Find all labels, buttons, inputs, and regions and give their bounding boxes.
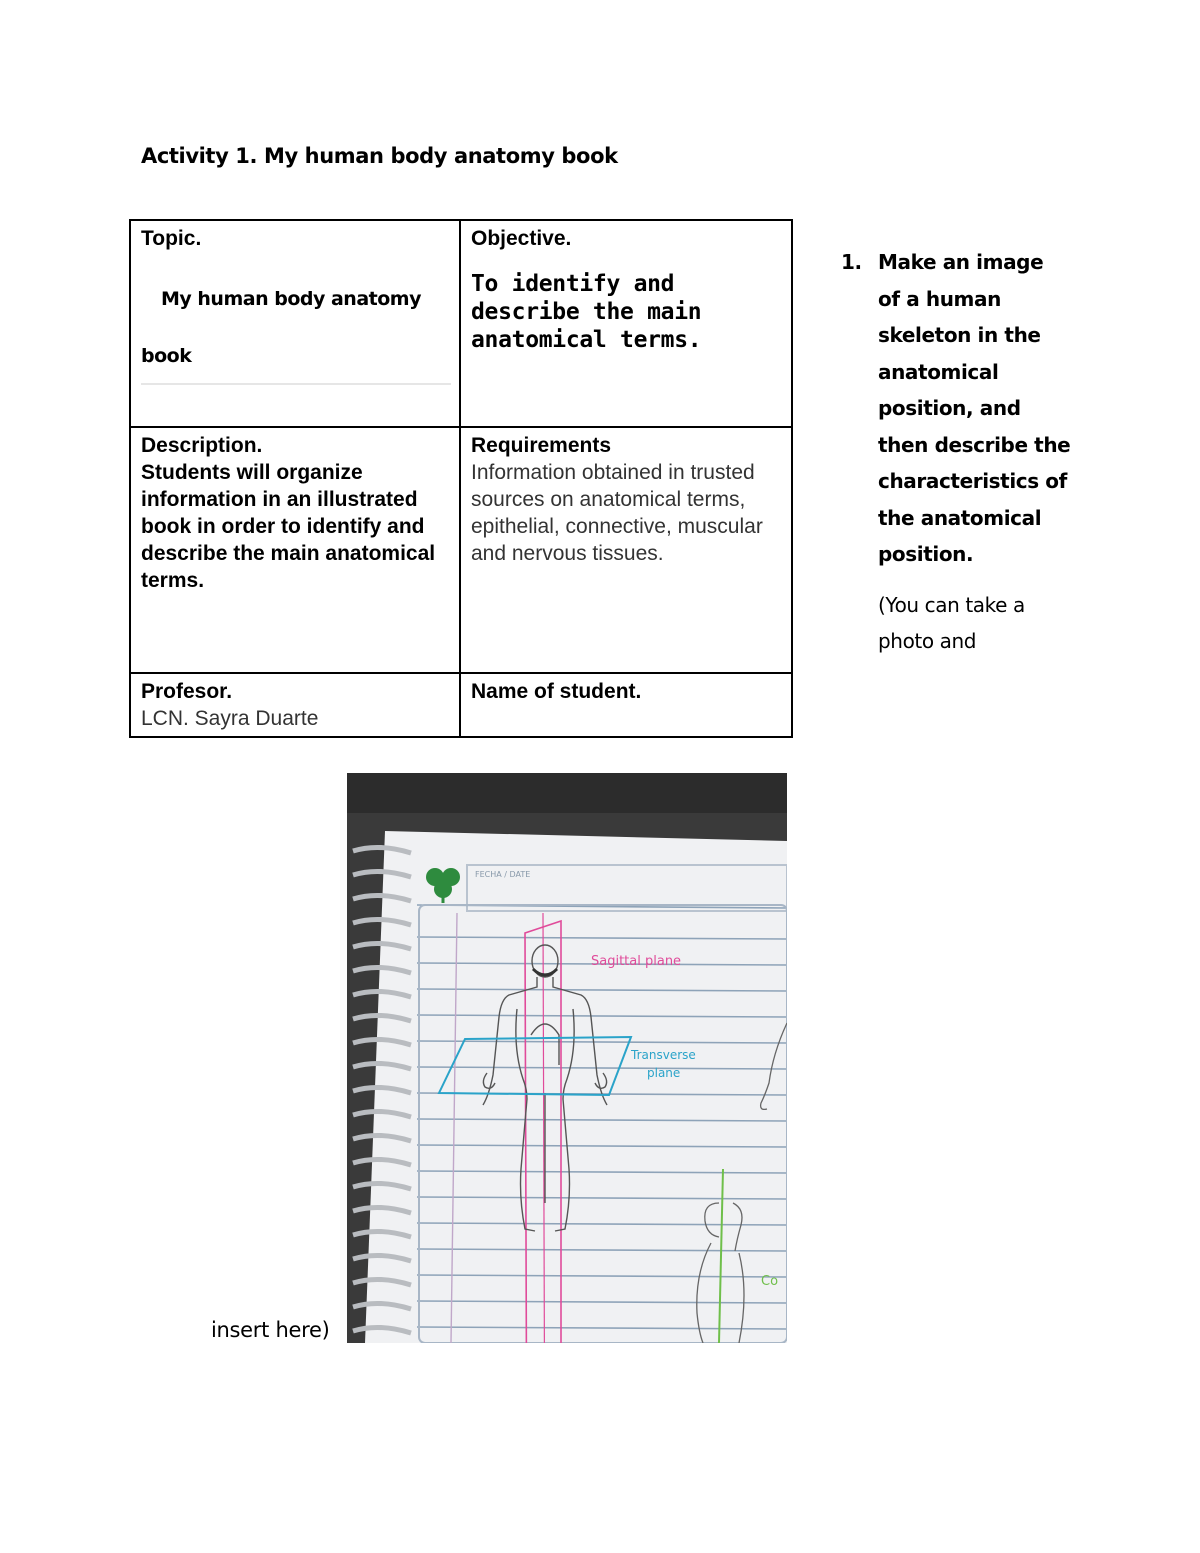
professor-name: LCN. Sayra Duarte: [141, 707, 319, 730]
description-cell: [130, 427, 460, 673]
date-label: FECHA / DATE: [475, 870, 531, 879]
instruction-number: 1.: [841, 250, 862, 274]
description-label: Description.: [141, 434, 263, 457]
description-text: Students will organize information in an illustrated book in order to identify and describe the main anatomical terms.: [141, 461, 436, 592]
sagittal-plane-label: Sagittal plane: [591, 954, 682, 969]
objective-text: To identify and describe the main anatomical terms.: [471, 271, 702, 353]
requirements-label: Requirements: [471, 434, 612, 457]
topic-divider: [141, 383, 451, 385]
objective-label: Objective.: [471, 227, 572, 250]
topic-value-line1: My human body anatomy: [161, 288, 421, 310]
topic-value-line2: book: [141, 345, 192, 367]
document-title: Activity 1. My human body anatomy book: [141, 144, 618, 168]
professor-cell: [130, 673, 460, 737]
topic-cell: [130, 220, 460, 427]
topic-label: Topic.: [141, 227, 202, 250]
instruction-note: (You can take a photo and: [878, 592, 1025, 653]
objective-cell: [460, 220, 792, 427]
instruction-text: Make an image of a human skeleton in the anatomical position, and then describe the characteristics of the anatomical position.: [878, 250, 1071, 566]
professor-label: Profesor.: [141, 680, 233, 703]
notebook-photo: [347, 773, 787, 1343]
activity-info-table: [129, 219, 793, 738]
coronal-plane-label: Co: [761, 1274, 779, 1289]
student-label: Name of student.: [471, 680, 642, 703]
transverse-plane-label-1: Transverse: [631, 1048, 696, 1062]
requirements-text: Information obtained in trusted sources on anatomical terms, epithelial, connective, muscular and nervous tissues.: [471, 461, 763, 565]
transverse-plane-label-2: plane: [647, 1066, 681, 1080]
student-cell: [460, 673, 792, 737]
instructions-list: [841, 244, 1071, 660]
requirements-cell: [460, 427, 792, 673]
insert-here-text: insert here): [211, 1318, 330, 1342]
